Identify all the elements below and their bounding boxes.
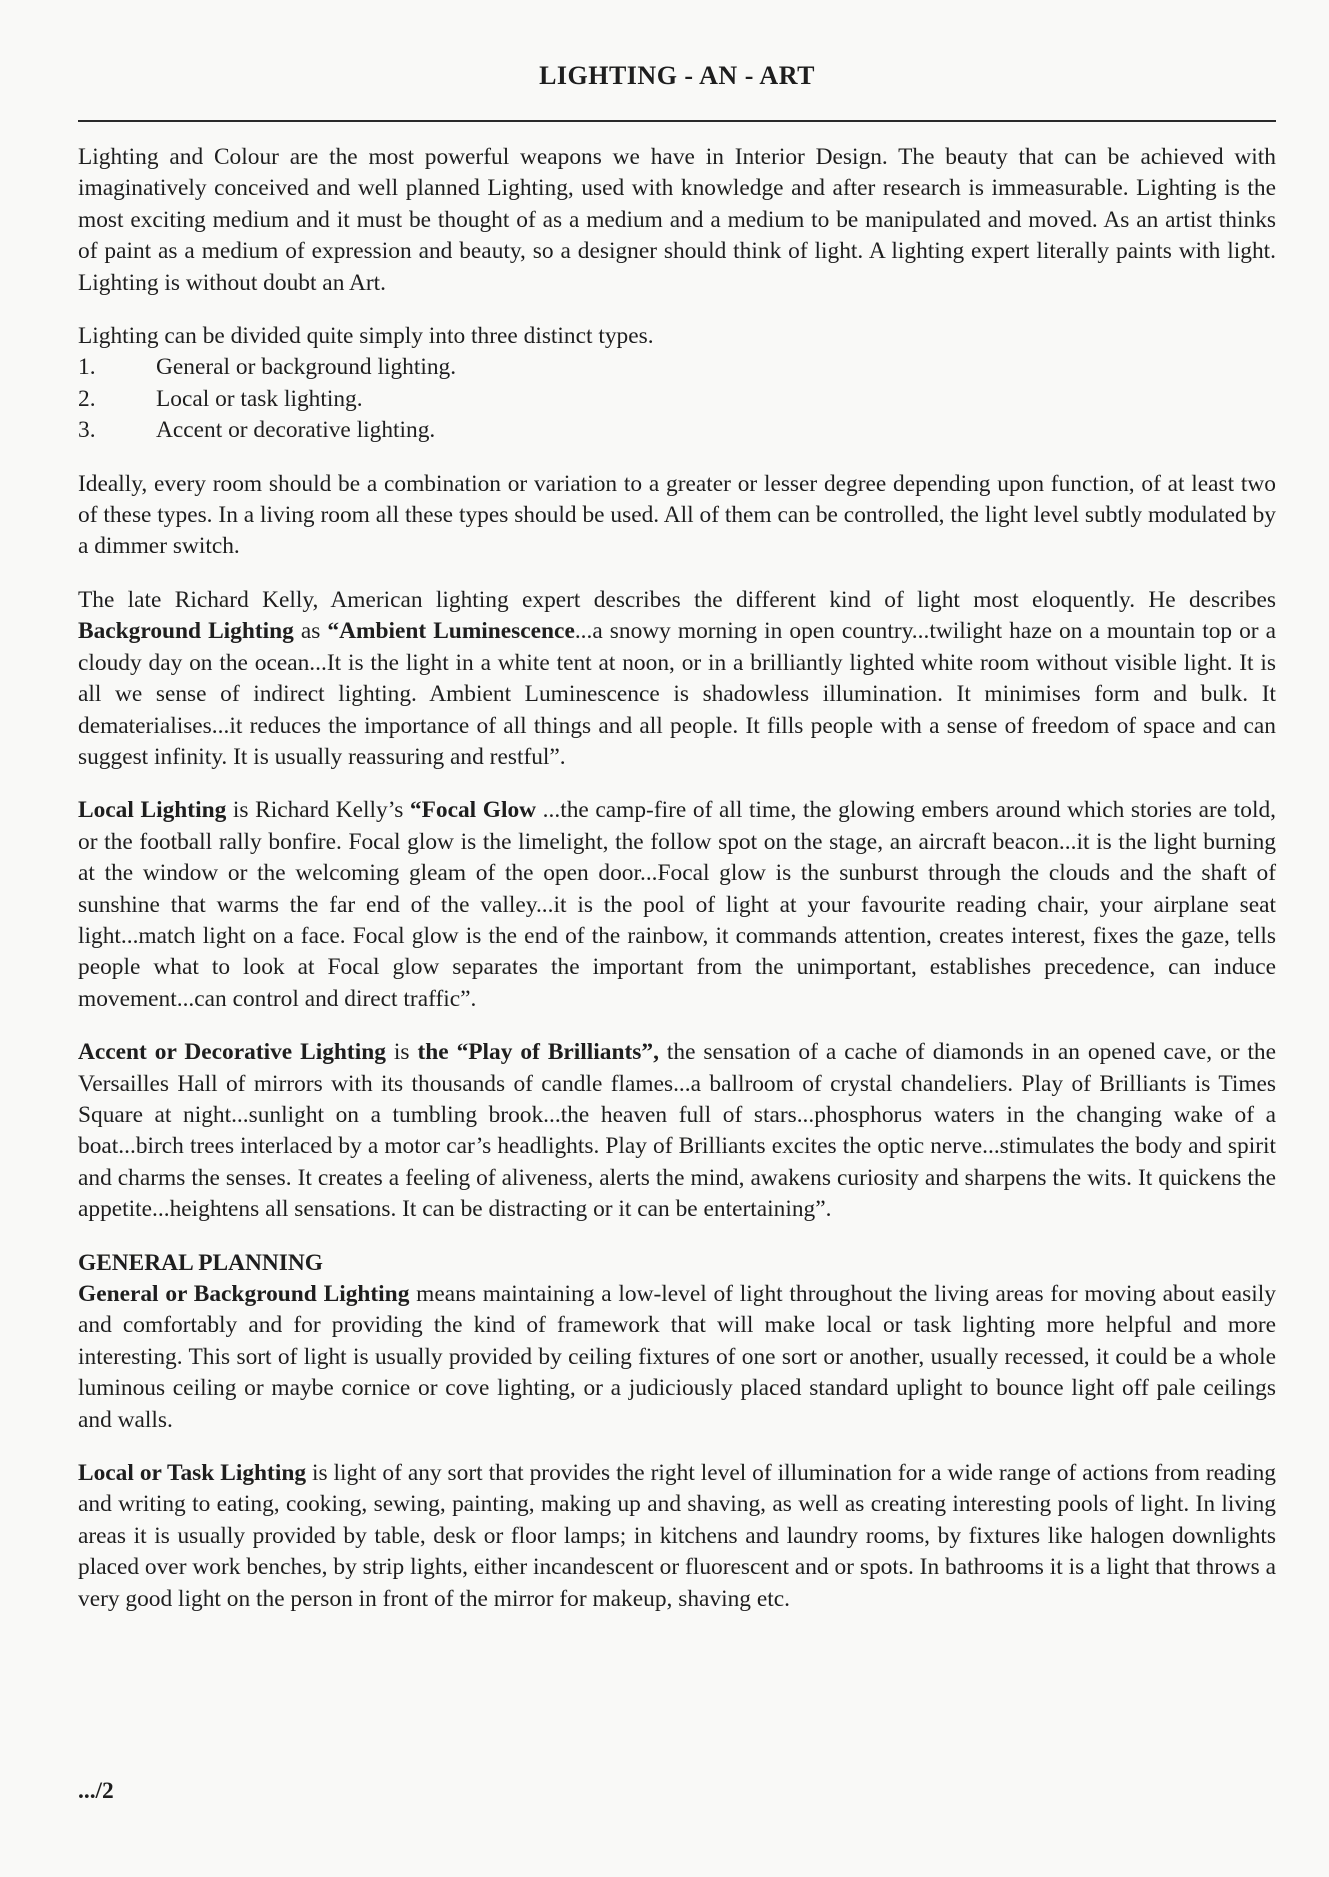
ambient-luminescence-paragraph: [78, 585, 1276, 773]
bold-term: Local or Task Lighting: [78, 1460, 307, 1487]
list-text: General or background lighting.: [156, 354, 457, 381]
page-title: LIGHTING - AN - ART: [539, 61, 815, 90]
list-item: [78, 352, 1276, 383]
background-lighting-paragraph: [78, 1279, 1276, 1436]
play-of-brilliants-paragraph: [78, 1037, 1276, 1225]
list-item: [78, 384, 1276, 415]
bold-term: Local Lighting: [78, 797, 227, 824]
lighting-types-list: [78, 321, 1276, 447]
text-run: is light of any sort that provides the right level of illumination for a wide range of actions from reading and writing to eating, cooking, sewing, painting, making up and shaving, as well as creating interesting pools of light. In living areas it is usually provided by table, desk or floor lamps; in kitchens and laundry rooms, by fixtures like halogen downlights placed over work benches, by strip lights, either incandescent or fluorescent and or spots. In bathrooms it is a light that throws a very good light on the person in front of the mirror for makeup, shaving etc.: [78, 1460, 1276, 1612]
text-run: as: [293, 618, 328, 645]
task-lighting-paragraph: [78, 1458, 1276, 1615]
text-run: is: [385, 1039, 418, 1066]
bold-term: the “Play of Brilliants”,: [417, 1039, 659, 1066]
intro-paragraph: Lighting and Colour are the most powerful weapons we have in Interior Design. The beauty that can be achieved with imaginatively conceived and well planned Lighting, used with knowledge and after research is immeasurable. Lighting is the most exciting medium and it must be thought of as a medium and a medium to be manipulated and moved. As an artist thinks of paint as a medium of expression and beauty, so a designer should think of light. A lighting expert literally paints with light. Lighting is without doubt an Art.: [78, 144, 1276, 296]
bold-term: “Focal Glow: [409, 797, 537, 824]
list-intro: Lighting can be divided quite simply into three distinct types.: [78, 323, 654, 350]
focal-glow-paragraph: [78, 795, 1276, 1015]
list-number: 3.: [78, 417, 96, 444]
bold-term: “Ambient Luminescence: [327, 618, 575, 645]
list-number: 2.: [78, 385, 96, 412]
text-run: means maintaining a low-level of light throughout the living areas for moving about easily and comfortably and for providing the kind of framework that will make local or task lighting more helpful and more interesting. This sort of light is usually provided by ceiling fixtures of one sort or another, usually recessed, it could be a whole luminous ceiling or maybe cornice or cove lighting, or a judiciously placed standard uplight to bounce light off pale ceilings and walls.: [78, 1281, 1276, 1433]
list-text: Local or task lighting.: [156, 385, 363, 412]
text-run: ...the camp-fire of all time, the glowing embers around which stories are told, or the football rally bonfire. Focal glow is the limelight, the follow spot on the stage, an aircraft beacon...it is the light burning at the window or the welcoming gleam of the open door...Focal glow is the sunburst through the clouds and the shaft of sunshine that warms the far end of the valley...it is the pool of light at your favourite reading chair, your airplane seat light...match light on a face. Focal glow is the end of the rainbow, it commands attention, creates interest, fixes the gaze, tells people what to look at Focal glow separates the important from the unimportant, establishes precedence, can induce movement...can control and direct traffic”.: [78, 797, 1276, 1012]
bold-term: Accent or Decorative Lighting: [78, 1039, 386, 1066]
list-number: 1.: [78, 354, 96, 381]
bold-term: Background Lighting: [78, 618, 294, 645]
text-run: the sensation of a cache of diamonds in an opened cave, or the Versailles Hall of mirrors with its thousands of candle flames...a ballroom of crystal chandeliers. Play of Brilliants is Times Square at night...sunlight on a tumbling brook...the heaven full of stars...phosphorus waters in the changing wake of a boat...birch trees interlaced by a motor car’s headlights. Play of Brilliants excites the optic nerve...stimulates the body and spirit and charms the senses. It creates a feeling of aliveness, alerts the mind, awakens curiosity and sharpens the wits. It quickens the appetite...heightens all sensations. It can be distracting or it can be entertaining”.: [78, 1039, 1277, 1223]
room-combination-paragraph: Ideally, every room should be a combination or variation to a greater or lesser degree depending upon function, of at least two of these types. In a living room all these types should be used. All of them can be controlled, the light level subtly modulated by a dimmer switch.: [78, 470, 1276, 560]
title-divider: [78, 120, 1276, 122]
general-planning-heading: GENERAL PLANNING: [78, 1249, 323, 1276]
text-run: is Richard Kelly’s: [226, 797, 410, 824]
text-run: The late Richard Kelly, American lighting expert describes the different kind of light most eloquently. He describes: [78, 586, 1276, 613]
list-item: [78, 415, 1276, 446]
continuation-marker: .../2: [78, 1778, 114, 1804]
bold-term: General or Background Lighting: [78, 1281, 410, 1307]
document-page: [78, 58, 1276, 1637]
text-run: ...a snowy morning in open country...twilight haze on a mountain top or a cloudy day on the ocean...It is the light in a white tent at noon, or in a brilliantly lighted white room without visible light. It is all we sense of indirect lighting. Ambient Luminescence is shadowless illumination. It minimises form and bulk. It dematerialises...it reduces the importance of all things and all people. It fills people with a sense of freedom of space and can suggest infinity. It is usually reassuring and restful”.: [78, 618, 1276, 770]
list-text: Accent or decorative lighting.: [156, 417, 436, 444]
